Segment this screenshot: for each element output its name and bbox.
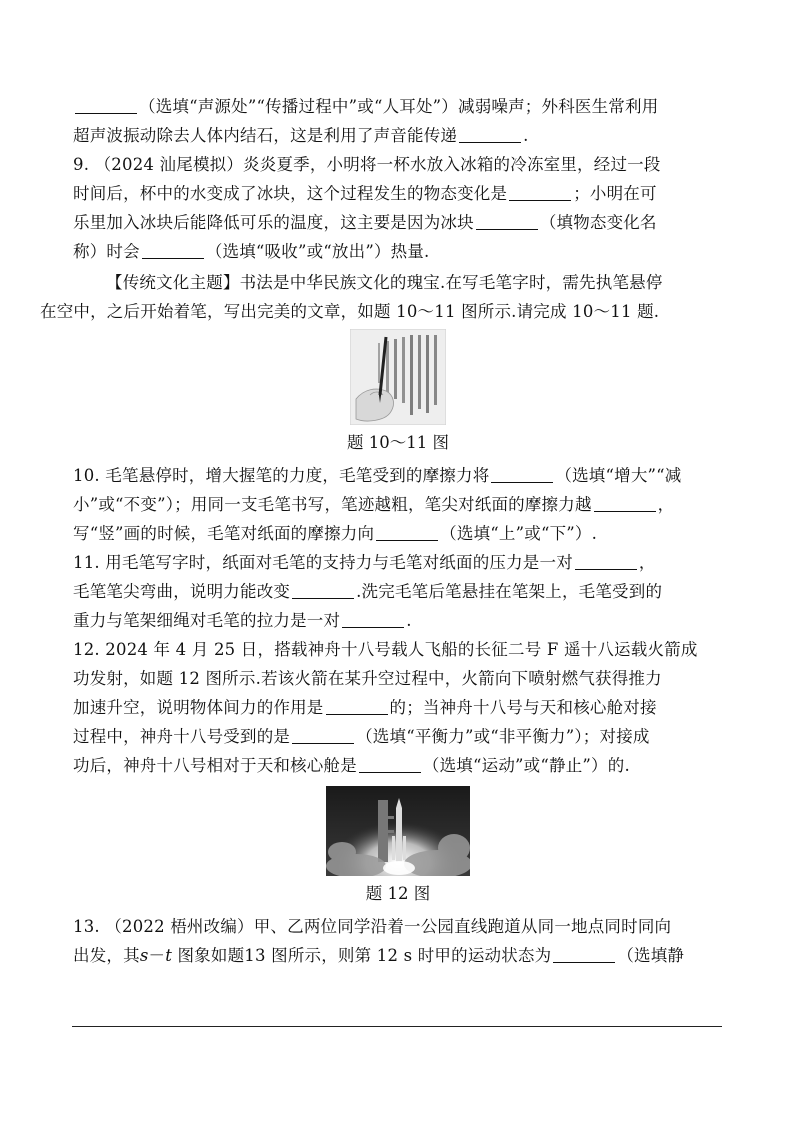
rocket-launch-photo [326, 786, 470, 876]
answer-blank[interactable] [342, 610, 404, 628]
question-11: 11. 用毛笔写字时，纸面对毛笔的支持力与毛笔对纸面的压力是一对 ， 毛笔笔尖弯曲，说明力能改变 .洗完毛笔后笔悬挂在笔架上，毛笔受到的 重力与笔架细绳对毛笔的拉力是一对 . [73, 553, 663, 630]
figure-caption: 题 10～11 图 [347, 433, 449, 452]
answer-blank[interactable] [292, 581, 354, 599]
question-number: 9. [73, 155, 90, 174]
page-content [40, 92, 723, 970]
question-number: 11. [73, 553, 100, 572]
figure-rocket [73, 786, 723, 880]
question-number: 10. [73, 466, 100, 485]
answer-blank[interactable] [292, 726, 354, 744]
answer-blank[interactable] [75, 96, 137, 114]
calligraphy-photo [350, 329, 446, 425]
figure-calligraphy [73, 329, 723, 429]
footer-divider [72, 1026, 722, 1027]
answer-blank[interactable] [459, 125, 521, 143]
answer-blank[interactable] [326, 697, 388, 715]
question-9: 9. （2024 汕尾模拟）炎炎夏季，小明将一杯水放入冰箱的冷冻室里，经过一段 时间后，杯中的水变成了冰块，这个过程发生的物态变化是 ；小明在可 乐里加入冰块后能降低可乐的温度，这主要是因为冰块 （填物态变化名 称）时会 （选填“吸收”或“放出”）热量. [73, 155, 661, 261]
answer-blank[interactable] [359, 755, 421, 773]
answer-blank[interactable] [594, 494, 656, 512]
answer-blank[interactable] [142, 241, 204, 259]
answer-blank[interactable] [553, 945, 615, 963]
q8-continuation: （选填“声源处”“传播过程中”或“人耳处”）减弱噪声；外科医生常利用 超声波振动除去人体内结石，这是利用了声音能传递 . [73, 97, 659, 145]
answer-blank[interactable] [491, 465, 553, 483]
question-13: 13. （2022 梧州改编）甲、乙两位同学沿着一公园直线跑道从同一地点同时同向 出发，其s－t 图象如题13 图所示，则第 12 s 时甲的运动状态为 （选填静 [73, 917, 685, 965]
answer-blank[interactable] [476, 212, 538, 230]
figure-caption: 题 12 图 [365, 884, 431, 903]
culture-intro: 【传统文化主题】书法是中华民族文化的瑰宝.在写毛笔字时，需先执笔悬停 在空中，之后开始着笔，写出完美的文章，如题 10～11 图所示.请完成 10～11 题. [40, 273, 663, 321]
answer-blank[interactable] [575, 552, 637, 570]
question-10: 10. 毛笔悬停时，增大握笔的力度，毛笔受到的摩擦力将 （选填“增大”“减 小”或“不变”）；用同一支毛笔书写，笔迹越粗，笔尖对纸面的摩擦力越 ， 写“竖”画的时候，毛笔对纸面的摩擦力向 （选填“上”或“下”）. [73, 466, 682, 543]
question-number: 13. [73, 917, 100, 936]
question-number: 12. [73, 640, 100, 659]
question-12: 12. 2024 年 4 月 25 日，搭载神舟十八号载人飞船的长征二号 F 遥十八运载火箭成 功发射，如题 12 图所示.若该火箭在某升空过程中，火箭向下喷射燃气获得推力 加速升空，说明物体间力的作用是 的；当神舟十八号与天和核心舱对接 过程中，神舟十八号受到的是 （选填“平衡力”或“非平衡力”）；对接成 功后，神舟十八号相对于天和核心舱是 （选填“运动”或“静止”）的. [73, 640, 698, 775]
answer-blank[interactable] [509, 183, 571, 201]
answer-blank[interactable] [376, 523, 438, 541]
